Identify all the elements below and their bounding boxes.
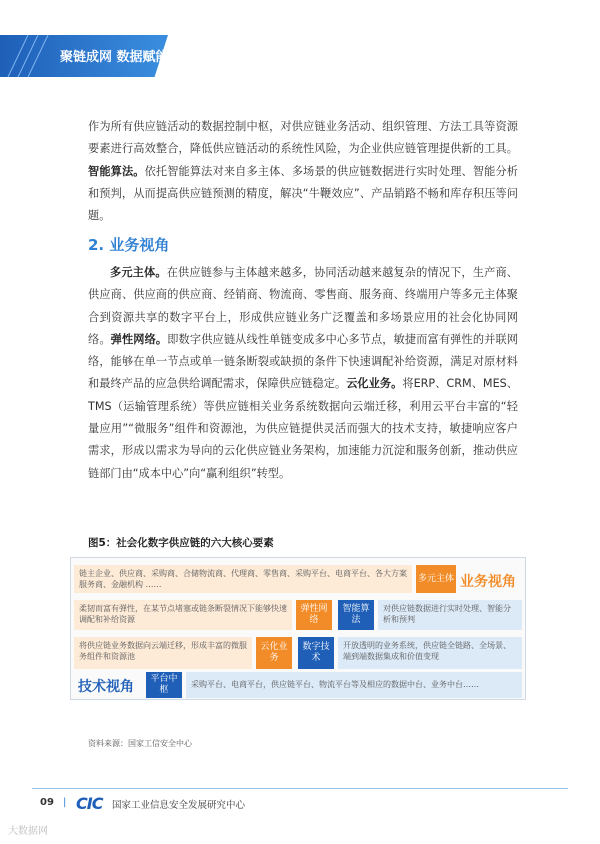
para2-bold2: 弹性网络。 [110, 332, 168, 346]
row3-left-description: 将供应链业务数据向云端迁移，形成丰富的微服务组件和资源池 [74, 637, 252, 669]
row1-tag: 多元主体 [416, 565, 456, 593]
figure-source: 资料来源：国家工信安全中心 [88, 739, 192, 748]
paragraph-business [88, 262, 518, 485]
figure-title: 图5：社会化数字供应链的六大核心要素 [88, 537, 274, 549]
row2-tag-algorithm: 智能算法 [338, 600, 374, 630]
tech-view-label: 技术视角 [78, 679, 134, 695]
row4-tag-platform: 平台中枢 [146, 672, 182, 698]
para1-text1: 作为所有供应链活动的数据控制中枢，对供应链业务活动、组织管理、方法工具等资源要素进行高效整合，降低供应链活动的系统性风险，为企业供应链管理提供新的工具。 [88, 120, 518, 156]
para2-text2: 即数字供应链从线性单链变成多中心多节点，敏捷而富有弹性的并联网络，能够在单一节点或单一链条断裂或缺损的条件下快速调配补给资源，满足对原材料和最终产品的应急供给调配需求，保障供应链稳定。 [88, 332, 518, 391]
figure-diagram [70, 557, 526, 700]
para2-text1: 在供应链参与主体越来越多，协同活动越来越复杂的情况下，生产商、供应商、供应商的供应商、经销商、物流商、零售商、服务商、终端用户等多元主体聚合到资源共享的数字平台上，形成供应链业务广泛覆盖和多场景应用的社会化协同网络。 [88, 266, 518, 346]
header-banner [0, 35, 168, 77]
row3-tag-cloud: 云化业务 [256, 637, 292, 669]
paragraph-intro [88, 116, 518, 227]
para1-bold1: 智能算法。 [88, 164, 145, 178]
business-view-label: 业务视角 [460, 574, 516, 590]
row2-right-description: 对供应链数据进行实时处理、智能分析和预判 [378, 600, 522, 630]
header-title: 聚链成网 数据赋能 [60, 50, 169, 65]
header-decoration [0, 35, 60, 77]
cic-logo: CIC [76, 794, 103, 813]
row1-description: 链主企业、供应商、采购商、合储物流商、代理商、零售商、采购平台、电商平台、各大方案服务商、金融机构 …… [74, 565, 412, 593]
watermark: 大数据网 [8, 826, 48, 837]
row3-tag-digital: 数字技术 [298, 637, 334, 669]
section-heading: 2. 业务视角 [88, 236, 170, 254]
para2-bold3: 云化业务。 [346, 377, 403, 391]
page-number: 09 [40, 797, 54, 808]
row2-tag-elastic: 弹性网络 [296, 600, 332, 630]
para2-bold1: 多元主体。 [110, 266, 167, 279]
organization-name: 国家工业信息安全发展研究中心 [112, 800, 246, 811]
row4-description: 采购平台、电商平台，供应链平台、物流平台等及相应的数据中台、业务中台…… [186, 672, 522, 698]
row2-left-description: 柔韧而富有弹性，在某节点堵塞或链条断裂情况下能够快速调配和补给资源 [74, 600, 292, 630]
para2-text3: 将ERP、CRM、MES、TMS（运输管理系统）等供应链相关业务系统数据向云端迁移，利用云平台丰富的“轻量应用”“微服务”组件和资源池，为供应链提供灵活而强大的技术支持，敏捷响应客户需求，形成以需求为导向的云化供应链业务架构，加速能力沉淀和服务创新，推动供应链部门由“成本中心”向“赢利组织”转型。 [88, 377, 518, 480]
para1-text2: 依托智能算法对来自多主体、多场景的供应链数据进行实时处理、智能分析和预判，从而提高供应链预测的精度，解决“牛鞭效应”、产品销路不畅和库存积压等问题。 [88, 164, 518, 223]
footer-divider [32, 788, 568, 789]
row3-right-description: 开放透明的业务系统，供应链全链路、全场景、端到端数据集成和价值变现 [338, 637, 522, 669]
footer-separator: | [63, 797, 67, 808]
